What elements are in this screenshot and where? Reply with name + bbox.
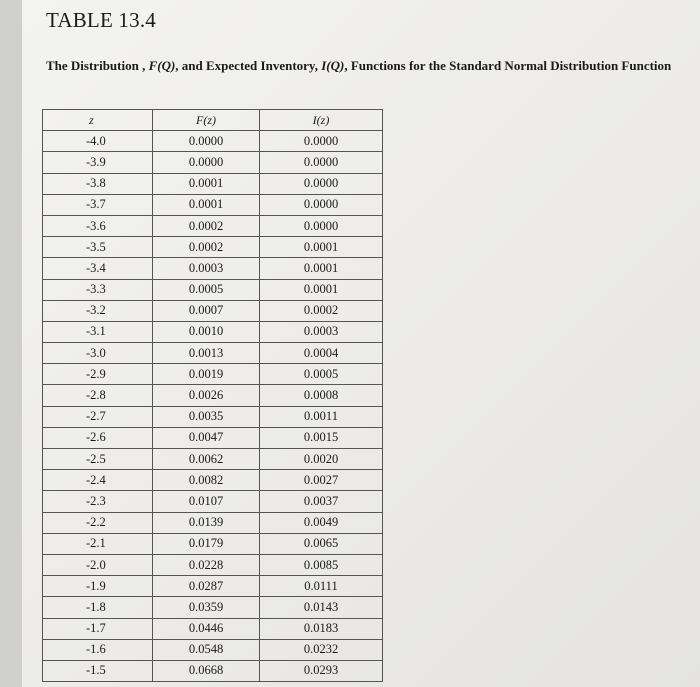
table-row — [43, 194, 383, 215]
cell-z: -1.5 — [43, 660, 153, 681]
cell-iz: 0.0232 — [260, 639, 383, 660]
caption-iq: I(Q) — [321, 58, 345, 73]
cell-z: -3.9 — [43, 152, 153, 173]
cell-z: -2.7 — [43, 406, 153, 427]
cell-z: -3.1 — [43, 321, 153, 342]
cell-fz: 0.0107 — [153, 491, 260, 512]
cell-fz: 0.0026 — [153, 385, 260, 406]
cell-iz: 0.0000 — [260, 152, 383, 173]
table-body — [43, 131, 383, 682]
caption-fq: F(Q) — [148, 58, 176, 73]
table-row — [43, 152, 383, 173]
cell-fz: 0.0013 — [153, 343, 260, 364]
cell-z: -3.6 — [43, 215, 153, 236]
cell-iz: 0.0000 — [260, 131, 383, 152]
cell-fz: 0.0548 — [153, 639, 260, 660]
cell-iz: 0.0037 — [260, 491, 383, 512]
cell-z: -3.4 — [43, 258, 153, 279]
cell-fz: 0.0082 — [153, 470, 260, 491]
cell-iz: 0.0111 — [260, 576, 383, 597]
cell-iz: 0.0143 — [260, 597, 383, 618]
cell-z: -1.8 — [43, 597, 153, 618]
cell-iz: 0.0183 — [260, 618, 383, 639]
table-row — [43, 576, 383, 597]
table-row — [43, 491, 383, 512]
cell-z: -3.8 — [43, 173, 153, 194]
table-row — [43, 660, 383, 681]
cell-z: -2.0 — [43, 554, 153, 575]
cell-fz: 0.0001 — [153, 173, 260, 194]
cell-iz: 0.0015 — [260, 427, 383, 448]
cell-iz: 0.0005 — [260, 364, 383, 385]
cell-z: -1.7 — [43, 618, 153, 639]
cell-fz: 0.0003 — [153, 258, 260, 279]
table-row — [43, 470, 383, 491]
table-row — [43, 321, 383, 342]
table-header-row — [43, 110, 383, 131]
cell-iz: 0.0020 — [260, 449, 383, 470]
cell-iz: 0.0008 — [260, 385, 383, 406]
cell-z: -2.6 — [43, 427, 153, 448]
cell-fz: 0.0000 — [153, 152, 260, 173]
table-row — [43, 597, 383, 618]
cell-fz: 0.0179 — [153, 533, 260, 554]
cell-fz: 0.0047 — [153, 427, 260, 448]
cell-iz: 0.0001 — [260, 237, 383, 258]
cell-z: -3.7 — [43, 194, 153, 215]
table-row — [43, 639, 383, 660]
cell-iz: 0.0085 — [260, 554, 383, 575]
header-iz: I(z) — [260, 110, 383, 131]
table-row — [43, 364, 383, 385]
cell-iz: 0.0002 — [260, 300, 383, 321]
cell-fz: 0.0139 — [153, 512, 260, 533]
cell-fz: 0.0446 — [153, 618, 260, 639]
cell-z: -2.4 — [43, 470, 153, 491]
cell-fz: 0.0001 — [153, 194, 260, 215]
table-row — [43, 215, 383, 236]
cell-fz: 0.0005 — [153, 279, 260, 300]
cell-iz: 0.0003 — [260, 321, 383, 342]
cell-z: -1.9 — [43, 576, 153, 597]
cell-fz: 0.0010 — [153, 321, 260, 342]
table-row — [43, 131, 383, 152]
cell-iz: 0.0027 — [260, 470, 383, 491]
cell-z: -4.0 — [43, 131, 153, 152]
table-row — [43, 237, 383, 258]
cell-z: -3.0 — [43, 343, 153, 364]
cell-z: -2.5 — [43, 449, 153, 470]
cell-iz: 0.0000 — [260, 194, 383, 215]
cell-fz: 0.0287 — [153, 576, 260, 597]
cell-z: -2.3 — [43, 491, 153, 512]
cell-z: -3.5 — [43, 237, 153, 258]
cell-z: -1.6 — [43, 639, 153, 660]
table-row — [43, 343, 383, 364]
cell-z: -2.8 — [43, 385, 153, 406]
cell-iz: 0.0011 — [260, 406, 383, 427]
cell-z: -2.1 — [43, 533, 153, 554]
header-z: z — [43, 110, 153, 131]
caption-part: , Functions for the Standard Normal Distribution Function — [344, 58, 672, 73]
table-title: TABLE 13.4 — [46, 8, 156, 32]
table-row — [43, 533, 383, 554]
cell-iz: 0.0000 — [260, 173, 383, 194]
cell-fz: 0.0668 — [153, 660, 260, 681]
table-row — [43, 449, 383, 470]
cell-z: -3.2 — [43, 300, 153, 321]
cell-iz: 0.0000 — [260, 215, 383, 236]
cell-z: -2.9 — [43, 364, 153, 385]
distribution-table — [42, 109, 383, 682]
cell-z: -3.3 — [43, 279, 153, 300]
page-left-margin — [0, 0, 22, 687]
table-row — [43, 512, 383, 533]
cell-fz: 0.0002 — [153, 237, 260, 258]
table-row — [43, 554, 383, 575]
cell-iz: 0.0001 — [260, 258, 383, 279]
table-row — [43, 173, 383, 194]
cell-iz: 0.0065 — [260, 533, 383, 554]
table-row — [43, 427, 383, 448]
table-row — [43, 618, 383, 639]
table-row — [43, 406, 383, 427]
cell-iz: 0.0049 — [260, 512, 383, 533]
cell-fz: 0.0359 — [153, 597, 260, 618]
table-row — [43, 279, 383, 300]
cell-iz: 0.0004 — [260, 343, 383, 364]
cell-fz: 0.0007 — [153, 300, 260, 321]
table-row — [43, 258, 383, 279]
cell-fz: 0.0228 — [153, 554, 260, 575]
cell-iz: 0.0001 — [260, 279, 383, 300]
document-page — [22, 0, 700, 687]
cell-z: -2.2 — [43, 512, 153, 533]
cell-iz: 0.0293 — [260, 660, 383, 681]
table-row — [43, 385, 383, 406]
cell-fz: 0.0062 — [153, 449, 260, 470]
cell-fz: 0.0000 — [153, 131, 260, 152]
table-row — [43, 300, 383, 321]
header-fz: F(z) — [153, 110, 260, 131]
cell-fz: 0.0019 — [153, 364, 260, 385]
caption-part: The Distribution , — [46, 58, 149, 73]
cell-fz: 0.0035 — [153, 406, 260, 427]
caption-part: , and Expected Inventory, — [175, 58, 322, 73]
cell-fz: 0.0002 — [153, 215, 260, 236]
table-caption — [46, 50, 696, 81]
